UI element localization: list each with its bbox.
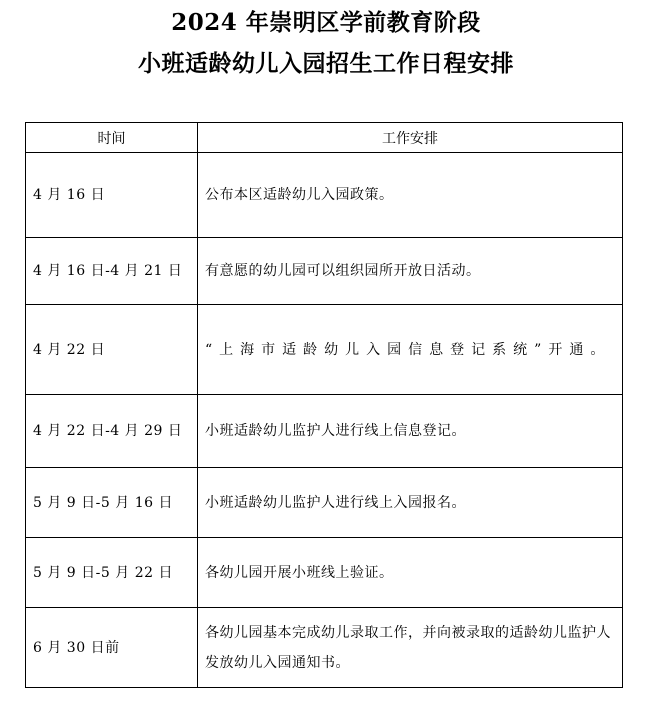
header-time: 时间 — [26, 123, 198, 153]
table-row — [26, 608, 623, 688]
table-row — [26, 395, 623, 468]
row-task: 各幼儿园基本完成幼儿录取工作，并向被录取的适龄幼儿监护人发放幼儿入园通知书。 — [198, 608, 623, 688]
row-time: 4 月 16 日 — [26, 153, 198, 238]
schedule-table — [25, 122, 623, 688]
row-time: 5 月 9 日-5 月 22 日 — [26, 538, 198, 608]
document-title-line-1: 2024 年崇明区学前教育阶段 — [171, 9, 481, 36]
table-row — [26, 305, 623, 395]
row-task: “上海市适龄幼儿入园信息登记系统”开通。 — [198, 305, 623, 395]
table-row — [26, 238, 623, 305]
row-task: 小班适龄幼儿监护人进行线上信息登记。 — [198, 395, 623, 468]
row-time: 4 月 22 日 — [26, 305, 198, 395]
row-time: 4 月 22 日-4 月 29 日 — [26, 395, 198, 468]
row-task: 公布本区适龄幼儿入园政策。 — [198, 153, 623, 238]
row-task: 各幼儿园开展小班线上验证。 — [198, 538, 623, 608]
row-task: 有意愿的幼儿园可以组织园所开放日活动。 — [198, 238, 623, 305]
row-time: 5 月 9 日-5 月 16 日 — [26, 468, 198, 538]
table-row — [26, 538, 623, 608]
table-row — [26, 153, 623, 238]
table-row — [26, 468, 623, 538]
table-header-row — [26, 123, 623, 153]
header-task: 工作安排 — [198, 123, 623, 153]
document-title-line-2: 小班适龄幼儿入园招生工作日程安排 — [138, 50, 514, 77]
row-time: 4 月 16 日-4 月 21 日 — [26, 238, 198, 305]
row-time: 6 月 30 日前 — [26, 608, 198, 688]
row-task: 小班适龄幼儿监护人进行线上入园报名。 — [198, 468, 623, 538]
